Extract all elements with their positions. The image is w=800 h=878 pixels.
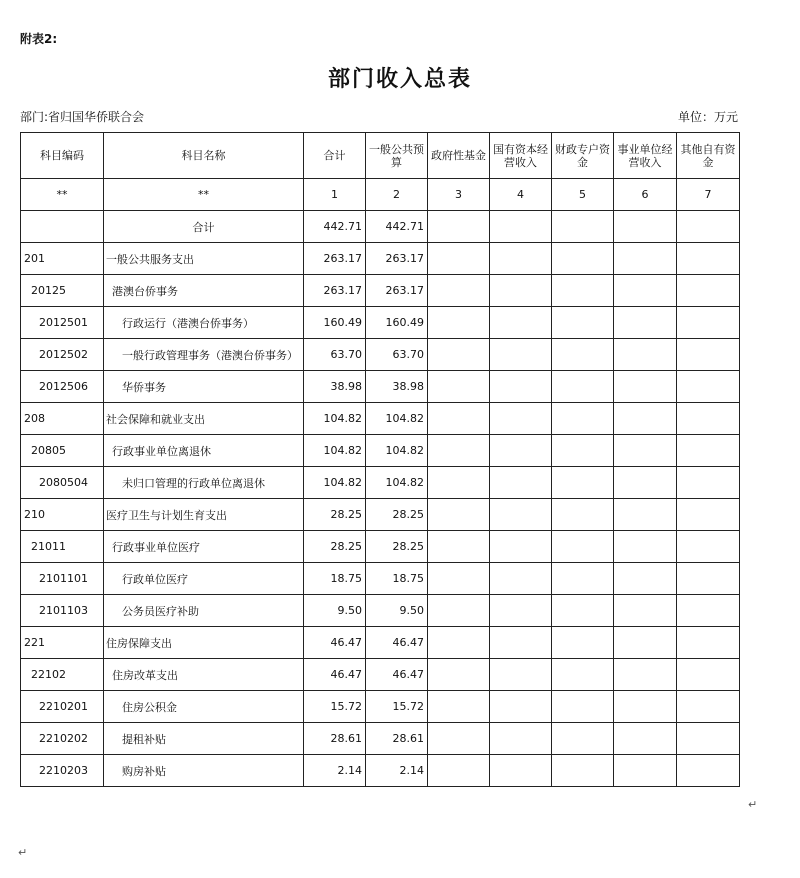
subject-name: 行政运行（港澳台侨事务） [104, 307, 304, 339]
empty-cell [614, 499, 677, 531]
empty-cell [614, 435, 677, 467]
empty-cell [677, 243, 740, 275]
amount-total: 263.17 [304, 243, 366, 275]
table-row [21, 307, 740, 339]
empty-cell [428, 499, 490, 531]
amount-total: 2.14 [304, 755, 366, 787]
empty-cell [614, 563, 677, 595]
table-row [21, 339, 740, 371]
amount-general-budget: 104.82 [366, 435, 428, 467]
amount-general-budget: 263.17 [366, 243, 428, 275]
amount-general-budget: 46.47 [366, 659, 428, 691]
empty-cell [428, 755, 490, 787]
amount-total: 28.61 [304, 723, 366, 755]
subject-name: 购房补贴 [104, 755, 304, 787]
amount-total: 28.25 [304, 499, 366, 531]
empty-cell [677, 499, 740, 531]
col-header-name: 科目名称 [104, 133, 304, 179]
empty-cell [614, 243, 677, 275]
subject-code: 22102 [21, 659, 104, 691]
empty-cell [614, 531, 677, 563]
amount-general-budget: 9.50 [366, 595, 428, 627]
col-header-other-funds: 其他自有资金 [677, 133, 740, 179]
empty-cell [614, 403, 677, 435]
empty-cell [677, 691, 740, 723]
subject-name: 住房公积金 [104, 691, 304, 723]
col-header-gov-fund: 政府性基金 [428, 133, 490, 179]
subject-name: 住房改革支出 [104, 659, 304, 691]
empty-cell [614, 275, 677, 307]
index-cell: 5 [552, 179, 614, 211]
empty-cell [428, 275, 490, 307]
subject-code: 208 [21, 403, 104, 435]
subject-code: 2101103 [21, 595, 104, 627]
subject-code: 2012502 [21, 339, 104, 371]
amount-general-budget: 28.25 [366, 531, 428, 563]
empty-cell [677, 339, 740, 371]
empty-cell [552, 307, 614, 339]
appendix-label: 附表2: [20, 32, 58, 46]
amount-general-budget: 104.82 [366, 403, 428, 435]
subject-code: 20805 [21, 435, 104, 467]
subject-code: 2210202 [21, 723, 104, 755]
index-row [21, 179, 740, 211]
subject-name: 住房保障支出 [104, 627, 304, 659]
subject-code: 210 [21, 499, 104, 531]
empty-cell [677, 563, 740, 595]
empty-cell [552, 595, 614, 627]
table-row [21, 435, 740, 467]
index-cell: 7 [677, 179, 740, 211]
subject-name: 行政事业单位医疗 [104, 531, 304, 563]
empty-cell [552, 499, 614, 531]
empty-cell [490, 595, 552, 627]
table-row [21, 243, 740, 275]
empty-cell [490, 723, 552, 755]
amount-total: 46.47 [304, 627, 366, 659]
amount-total: 160.49 [304, 307, 366, 339]
empty-cell [614, 691, 677, 723]
amount-total: 104.82 [304, 435, 366, 467]
empty-cell [552, 275, 614, 307]
subject-name: 华侨事务 [104, 371, 304, 403]
empty-cell [614, 595, 677, 627]
total-code-cell [21, 211, 104, 243]
subject-name: 未归口管理的行政单位离退休 [104, 467, 304, 499]
empty-cell [614, 371, 677, 403]
amount-total: 63.70 [304, 339, 366, 371]
subject-code: 2080504 [21, 467, 104, 499]
amount-total: 104.82 [304, 403, 366, 435]
empty-cell [428, 563, 490, 595]
empty-cell [490, 371, 552, 403]
table-row [21, 755, 740, 787]
amount-general-budget: 160.49 [366, 307, 428, 339]
amount-total: 38.98 [304, 371, 366, 403]
table-row [21, 595, 740, 627]
empty-cell [552, 435, 614, 467]
amount-total: 28.25 [304, 531, 366, 563]
table-row [21, 371, 740, 403]
amount-general-budget: 18.75 [366, 563, 428, 595]
empty-cell [552, 243, 614, 275]
empty-cell [677, 627, 740, 659]
empty-cell [490, 531, 552, 563]
index-cell: 3 [428, 179, 490, 211]
income-table [20, 132, 740, 787]
empty-cell [490, 563, 552, 595]
amount-general-budget: 46.47 [366, 627, 428, 659]
empty-cell [552, 211, 614, 243]
empty-cell [677, 275, 740, 307]
table-row [21, 659, 740, 691]
empty-cell [490, 755, 552, 787]
empty-cell [677, 531, 740, 563]
col-header-total: 合计 [304, 133, 366, 179]
amount-total: 46.47 [304, 659, 366, 691]
page-title: 部门收入总表 [327, 66, 472, 92]
empty-cell [428, 723, 490, 755]
subject-code: 221 [21, 627, 104, 659]
empty-cell [614, 307, 677, 339]
table-row [21, 499, 740, 531]
empty-cell [614, 467, 677, 499]
empty-cell [490, 243, 552, 275]
empty-cell [490, 307, 552, 339]
table-row [21, 403, 740, 435]
subject-code: 21011 [21, 531, 104, 563]
subject-code: 20125 [21, 275, 104, 307]
amount-general-budget: 104.82 [366, 467, 428, 499]
empty-cell [490, 435, 552, 467]
empty-cell [552, 403, 614, 435]
empty-cell [490, 467, 552, 499]
empty-cell [428, 627, 490, 659]
empty-cell [614, 723, 677, 755]
empty-cell [552, 531, 614, 563]
empty-cell [552, 563, 614, 595]
empty-cell [490, 691, 552, 723]
table-row [21, 531, 740, 563]
subject-code: 2012501 [21, 307, 104, 339]
amount-general-budget: 28.25 [366, 499, 428, 531]
subject-name: 提租补贴 [104, 723, 304, 755]
amount-general-budget: 2.14 [366, 755, 428, 787]
empty-cell [428, 467, 490, 499]
subject-code: 2210203 [21, 755, 104, 787]
empty-cell [677, 467, 740, 499]
subject-code: 2012506 [21, 371, 104, 403]
empty-cell [552, 659, 614, 691]
table-row [21, 627, 740, 659]
amount-general-budget: 263.17 [366, 275, 428, 307]
col-header-state-capital: 国有资本经营收入 [490, 133, 552, 179]
empty-cell [428, 307, 490, 339]
subject-code: 2210201 [21, 691, 104, 723]
subject-name: 行政单位医疗 [104, 563, 304, 595]
empty-cell [552, 339, 614, 371]
empty-cell [552, 627, 614, 659]
table-row [21, 275, 740, 307]
unit-label: 单位：万元 [677, 110, 738, 124]
index-cell: ** [104, 179, 304, 211]
total-row [21, 211, 740, 243]
index-cell: 2 [366, 179, 428, 211]
empty-cell [490, 403, 552, 435]
empty-cell [552, 371, 614, 403]
return-mark: ↵ [18, 846, 28, 859]
amount-total: 9.50 [304, 595, 366, 627]
empty-cell [677, 403, 740, 435]
empty-cell [677, 371, 740, 403]
empty-cell [490, 499, 552, 531]
index-cell: 4 [490, 179, 552, 211]
empty-cell [552, 467, 614, 499]
amount-general-budget: 28.61 [366, 723, 428, 755]
subject-name: 公务员医疗补助 [104, 595, 304, 627]
amount-total: 18.75 [304, 563, 366, 595]
empty-cell [490, 275, 552, 307]
empty-cell [490, 211, 552, 243]
amount-total: 263.17 [304, 275, 366, 307]
total-general-budget: 442.71 [366, 211, 428, 243]
empty-cell [428, 435, 490, 467]
total-label: 合计 [104, 211, 304, 243]
empty-cell [552, 755, 614, 787]
subject-name: 社会保障和就业支出 [104, 403, 304, 435]
return-mark: ↵ [748, 798, 758, 811]
amount-total: 104.82 [304, 467, 366, 499]
empty-cell [428, 691, 490, 723]
col-header-special-account: 财政专户资金 [552, 133, 614, 179]
empty-cell [614, 339, 677, 371]
empty-cell [677, 211, 740, 243]
empty-cell [490, 627, 552, 659]
empty-cell [614, 627, 677, 659]
col-header-general-budget: 一般公共预算 [366, 133, 428, 179]
table-row [21, 723, 740, 755]
table-row [21, 467, 740, 499]
index-cell: ** [21, 179, 104, 211]
col-header-code: 科目编码 [21, 133, 104, 179]
subject-code: 2101101 [21, 563, 104, 595]
subject-name: 行政事业单位离退休 [104, 435, 304, 467]
subject-name: 一般公共服务支出 [104, 243, 304, 275]
header-row [21, 133, 740, 179]
index-cell: 6 [614, 179, 677, 211]
empty-cell [428, 371, 490, 403]
empty-cell [677, 659, 740, 691]
empty-cell [552, 723, 614, 755]
empty-cell [677, 595, 740, 627]
empty-cell [428, 595, 490, 627]
total-amount: 442.71 [304, 211, 366, 243]
empty-cell [428, 531, 490, 563]
empty-cell [490, 659, 552, 691]
subject-name: 一般行政管理事务（港澳台侨事务） [104, 339, 304, 371]
amount-general-budget: 15.72 [366, 691, 428, 723]
empty-cell [677, 723, 740, 755]
empty-cell [428, 659, 490, 691]
amount-general-budget: 38.98 [366, 371, 428, 403]
subject-name: 医疗卫生与计划生育支出 [104, 499, 304, 531]
department-label: 部门:省归国华侨联合会 [20, 110, 145, 124]
empty-cell [552, 691, 614, 723]
empty-cell [614, 755, 677, 787]
subject-name: 港澳台侨事务 [104, 275, 304, 307]
empty-cell [677, 307, 740, 339]
index-cell: 1 [304, 179, 366, 211]
empty-cell [677, 435, 740, 467]
table-row [21, 563, 740, 595]
subject-code: 201 [21, 243, 104, 275]
empty-cell [428, 403, 490, 435]
empty-cell [677, 755, 740, 787]
table-row [21, 691, 740, 723]
empty-cell [614, 659, 677, 691]
col-header-institution-business: 事业单位经营收入 [614, 133, 677, 179]
empty-cell [428, 339, 490, 371]
empty-cell [428, 211, 490, 243]
empty-cell [428, 243, 490, 275]
amount-total: 15.72 [304, 691, 366, 723]
empty-cell [490, 339, 552, 371]
empty-cell [614, 211, 677, 243]
amount-general-budget: 63.70 [366, 339, 428, 371]
